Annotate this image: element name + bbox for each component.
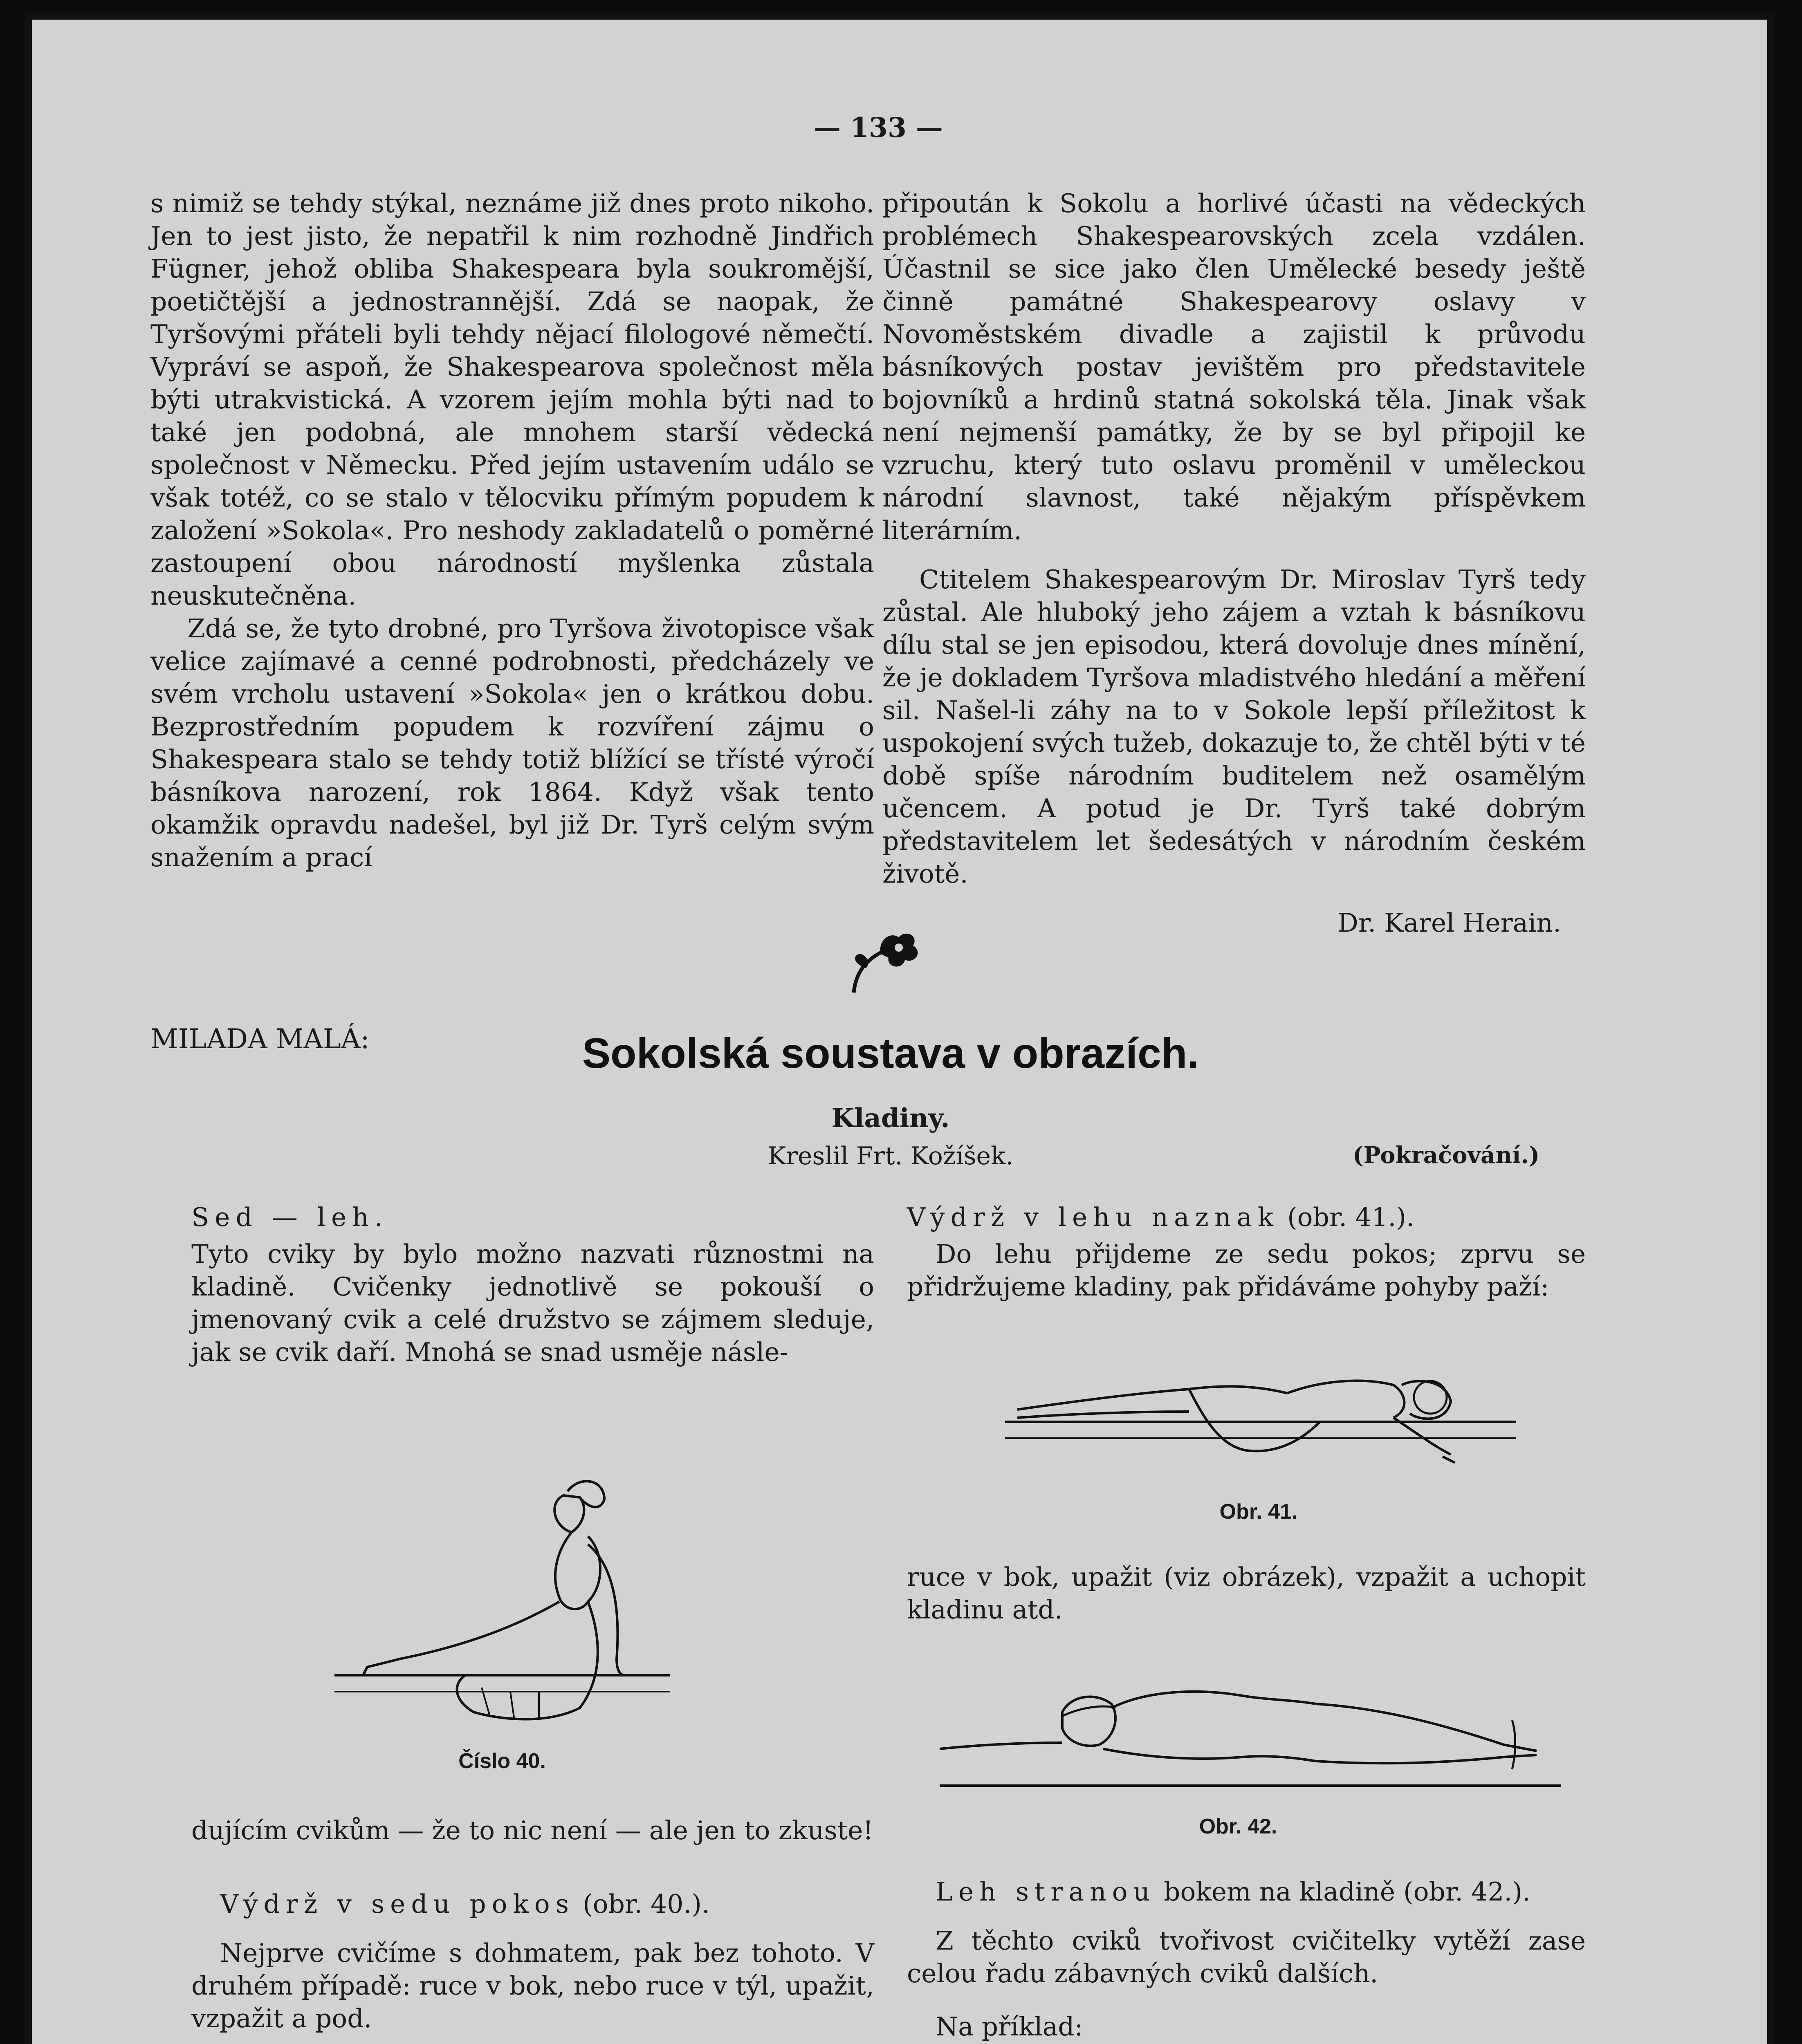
article-subtitle: Kladiny. bbox=[831, 1103, 950, 1134]
page bbox=[25, 12, 1775, 2044]
figure-40-sitting-gymnast bbox=[318, 1430, 686, 1749]
vydrz-sedu-text: Nejprve cvičíme s dohmatem, pak bez tohoto. V druhém případě: ruce v bok, nebo ruce v týl, upažit, vzpažit a pod. bbox=[191, 1938, 874, 2033]
figure-40-caption: Číslo 40. bbox=[458, 1749, 546, 1773]
vydrz-sedu-heading: Výdrž v sedu pokos bbox=[220, 1889, 575, 1919]
right-paragraph-2: Ctitelem Shakespearovým Dr. Miroslav Tyrš tedy zůstal. Ale hluboký jeho zájem a vztah k básníkovu dílu stal se jen episodou, která dovoluje dnes mínění, že je dokladem Tyršova mladistvého hledání a měření sil. Našel-li záhy na to v Sokole lepší příležitost k uspokojení svých tužeb, dokazuje to, že chtěl býti v té době spíše národním buditelem než osamělým učencem. A potud je Dr. Tyrš také dobrým představitelem let šedesátých v národním českém životě. bbox=[882, 565, 1586, 889]
sed-leh-text: Tyto cviky by bylo možno nazvati různostmi na kladině. Cvičenky jednotlivě se pokouší o jmenovaný cvik a celé družstvo se zájmem sleduje, jak se cvik daří. Mnohá se snad usměje násle- bbox=[191, 1239, 874, 1367]
vydrz-lehu-heading: Výdrž v lehu naznak bbox=[907, 1202, 1279, 1232]
right-column bbox=[882, 187, 1586, 939]
left-paragraph-1: s nimiž se tehdy stýkal, neznáme již dnes proto nikoho. Jen to jest jisto, že nepatřil k nim rozhodně Jindřich Fügner, jehož obliba Shakespeara byla soukromější, poetičtější a jednostrannější. Zdá se naopak, že Tyršovými přáteli byli tehdy nějací filologové němečtí. Vypráví se aspoň, že Shakespearova společnost měla býti utrakvistická. A vzorem jejím mohla býti nad to také jen podobná, ale mnohem starší vědecká společnost v Německu. Před jejím ustavením událo se však totéž, co se stalo v tělocviku přímým popudem k založení »Sokola«. Pro neshody zakladatelů o poměrné zastoupení obou národností myšlenka zůstala neuskutečněna. bbox=[150, 188, 874, 611]
left-paragraph-2: Zdá se, že tyto drobné, pro Tyršova životopisce však velice zajímavé a cenné podrobnosti, předcházely ve svém vrcholu ustavení »Sokola« jen o krátkou dobu. Bezprostředním popudem k rozvíření zájmu o Shakespeara stalo se tehdy totiž blížící se třísté výročí básníkova narození, rok 1864. Když však tento okamžik opravdu nadešel, byl již Dr. Tyrš celým svým snažením a prací bbox=[150, 614, 874, 872]
vydrz-lehu-text: Do lehu přijdeme ze sedu pokos; zprvu se přidržujeme kladiny, pak přidáváme pohyby paží: bbox=[907, 1239, 1586, 1302]
closing-text: Z těchto cviků tvořivost cvičitelky vytěží zase celou řadu zábavných cviků dalších. bbox=[907, 1926, 1586, 1988]
leh-stranou-text: bokem na kladině (obr. 42.). bbox=[1164, 1877, 1530, 1907]
continuation-text: dujícím cvikům — že to nic není — ale jen to zkuste! bbox=[191, 1815, 873, 1845]
right-paragraph-1: připoután k Sokolu a horlivé účasti na vědeckých problémech Shakespearovských zcela vzdálen. Účastnil se sice jako člen Umělecké besedy ještě činně památné Shakespearovy oslavy v Novoměstském divadle a zajistil k průvodu básníkových postav jevištěm pro představitele bojovníků a hrdinů statná sokolská těla. Jinak však není nejmenší památky, že by se byl připojil ke vzruchu, který tuto oslavu proměnil v uměleckou národní slavnost, také nějakým příspěvkem literárním. bbox=[882, 188, 1586, 545]
continued-note: (Pokračování.) bbox=[1353, 1142, 1540, 1169]
article-title: Sokolská soustava v obrazích. bbox=[582, 1030, 1199, 1077]
figure-41-caption: Obr. 41. bbox=[1219, 1500, 1298, 1524]
illustrator-credit: Kreslil Frt. Kožíšek. bbox=[767, 1142, 1014, 1170]
figure-41-lying-gymnast bbox=[993, 1340, 1524, 1495]
leh-stranou-paragraph bbox=[936, 1876, 1590, 1908]
vydrz-lehu-ref: (obr. 41.). bbox=[1287, 1202, 1414, 1232]
na-priklad: Na příklad: bbox=[936, 2012, 1083, 2042]
figure-42-side-lying-gymnast bbox=[931, 1663, 1569, 1802]
leh-stranou-heading: Leh stranou bbox=[936, 1877, 1156, 1907]
flower-ornament-icon bbox=[837, 923, 927, 997]
vydrz-sedu-paragraph bbox=[220, 1888, 874, 1921]
after-figure-41-text: ruce v bok, upažit (viz obrázek), vzpažit a uchopit kladinu atd. bbox=[907, 1562, 1586, 1625]
figure-42-caption: Obr. 42. bbox=[1199, 1815, 1277, 1838]
signature: Dr. Karel Herain. bbox=[1337, 908, 1561, 938]
sed-leh-heading: Sed — leh. bbox=[191, 1202, 388, 1232]
article-author: MILADA MALÁ: bbox=[150, 1023, 370, 1055]
page-number: — 133 — bbox=[814, 112, 943, 143]
vydrz-lehu-paragraph bbox=[907, 1201, 1586, 1234]
vydrz-sedu-ref: (obr. 40.). bbox=[583, 1889, 710, 1919]
left-column bbox=[150, 187, 874, 874]
